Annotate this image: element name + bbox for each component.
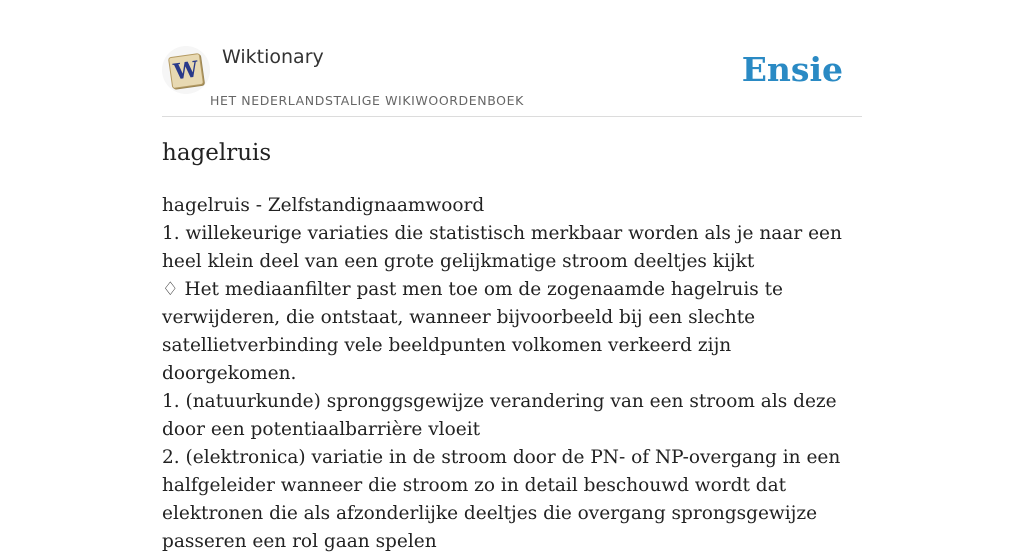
entry-heading: hagelruis - Zelfstandignaamwoord [162,195,485,216]
wiktionary-logo[interactable] [162,46,210,94]
logo-tile-icon [168,53,204,89]
page-title: hagelruis [162,140,272,166]
site-header [162,0,862,117]
definition-line: 1. willekeurige variaties die statistisch merkbaar worden als je naar een heel klein deel van een grote gelijkmatige stroom deeltjes kijkt [162,223,842,272]
definition-line: 2. (elektronica) variatie in de stroom door de PN- of NP-overgang in een halfgeleider wanneer die stroom zo in detail beschouwd wordt dat elektronen die als afzonderlijke deeltjes die overgang sprongsgewijze passeren een rol gaan spelen [162,447,841,552]
entry-content [162,192,870,556]
ensie-brand-logo[interactable]: Ensie [741,50,843,89]
site-name[interactable]: Wiktionary [222,46,324,68]
logo-letter: W [171,56,201,86]
example-line: ♢ Het mediaanfilter past men toe om de zogenaamde hagelruis te verwijderen, die ontstaat, wanneer bijvoorbeeld bij een slechte satellietverbinding vele beeldpunten volkomen verkeerd zijn doorgekomen. [162,279,783,384]
site-tagline: HET NEDERLANDSTALIGE WIKIWOORDENBOEK [210,93,524,108]
definition-line: 1. (natuurkunde) spronggsgewijze verandering van een stroom als deze door een potentiaalbarrière vloeit [162,391,837,440]
